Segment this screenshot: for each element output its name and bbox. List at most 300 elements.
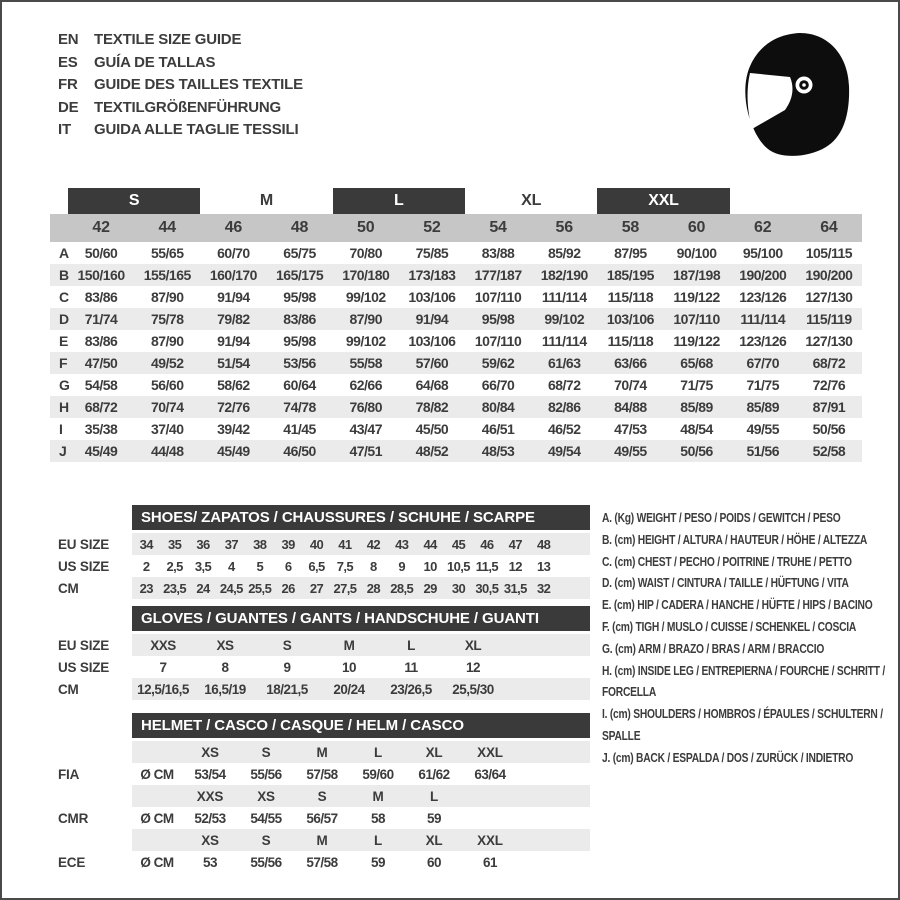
size-value-cell: 82/86 [547, 399, 581, 415]
language-code: DE [58, 98, 79, 116]
row-label-spacer [50, 829, 132, 851]
size-value-cell: 83/86 [84, 289, 118, 305]
size-value-cell: 87/90 [150, 289, 184, 305]
size-column-header: 46 [224, 219, 243, 236]
language-row [58, 119, 303, 142]
row-label: CM [58, 681, 79, 697]
size-band-l: L [333, 188, 465, 214]
row-letter: A [59, 245, 69, 261]
size-value-cell: 35/38 [84, 421, 118, 437]
row-values [132, 785, 590, 807]
size-value-cell: 49/55 [614, 443, 647, 459]
row-letter: E [59, 333, 69, 349]
size-value-cell: 182/190 [540, 267, 588, 283]
size-value-cell: 6,5 [308, 558, 325, 574]
size-value-cell: 49/54 [547, 443, 581, 459]
size-value-cell: 119/122 [673, 289, 720, 305]
measurement-legend [602, 507, 898, 769]
size-value-cell: 65/68 [680, 355, 713, 371]
size-value-cell: 61/63 [547, 355, 581, 371]
helmet-section [50, 713, 610, 873]
language-label: TEXTILGRÖßENFÜHRUNG [94, 98, 282, 116]
size-value-cell: 70/74 [150, 399, 184, 415]
row-label: EU SIZE [58, 637, 110, 653]
size-value-cell: 35 [167, 536, 182, 552]
size-value-cell: 58/62 [217, 377, 250, 393]
row-letter: H [59, 399, 69, 415]
row-letter-spacer [50, 214, 68, 242]
size-value-cell: 45/49 [217, 443, 250, 459]
helmet-size-header: S [317, 788, 327, 804]
size-value-cell: 103/106 [408, 289, 456, 305]
row-label: EU SIZE [58, 536, 110, 552]
size-value-cell: 67/70 [746, 355, 780, 371]
size-value-cell: 107/110 [474, 289, 522, 305]
size-value-cell: 24,5 [219, 580, 243, 596]
helmet-size-header: M [316, 832, 328, 848]
size-value-cell: 10,5 [447, 558, 470, 574]
helmet-value-row-ece [50, 851, 610, 873]
size-value-cell: 48/53 [481, 443, 515, 459]
language-code: FR [58, 76, 78, 94]
size-band-row [50, 188, 862, 214]
size-value-cell: 111/114 [541, 333, 587, 349]
size-value-cell: 83/86 [283, 311, 316, 327]
legend-item: J. (cm) BACK / ESPALDA / DOS / ZURÜCK / INDIETRO [602, 749, 854, 765]
size-value-cell: XXS [150, 637, 176, 653]
legend-item: H. (cm) INSIDE LEG / ENTREPIERNA / FOURCHE / SCHRITT / FORCELLA [602, 662, 885, 700]
language-label: GUÍA DE TALLAS [94, 53, 216, 71]
legend-item: F. (cm) TIGH / MUSLO / CUISSE / SCHENKEL / COSCIA [602, 618, 857, 634]
size-value-cell: 27,5 [333, 580, 357, 596]
size-value-cell: 52/53 [194, 810, 226, 826]
helmet-rows [50, 741, 610, 873]
row-label: US SIZE [58, 558, 110, 574]
size-value-cell: 43 [395, 536, 409, 552]
size-value-cell: 53/54 [194, 766, 226, 782]
row-label: US SIZE [58, 659, 110, 675]
size-value-cell: 87/90 [150, 333, 184, 349]
diameter-unit: Ø CM [140, 766, 174, 782]
language-label: GUIDA ALLE TAGLIE TESSILI [94, 121, 299, 139]
size-value-cell: 56/57 [306, 810, 338, 826]
size-value-cell: 57/58 [306, 854, 338, 870]
size-column-header: 52 [423, 219, 441, 236]
size-value-cell: 39 [281, 536, 295, 552]
size-value-cell: 115/118 [607, 333, 654, 349]
helmet-size-header: M [372, 788, 384, 804]
helmet-size-header: L [373, 832, 383, 848]
helmet-size-header: XL [425, 832, 443, 848]
measurement-row-d [50, 308, 862, 330]
size-value-cell: 32 [537, 580, 551, 596]
size-value-cell: 50/60 [84, 245, 118, 261]
size-value-cell: 54/55 [250, 810, 282, 826]
language-code: EN [58, 31, 79, 48]
size-value-cell: 30,5 [475, 580, 499, 596]
size-value-cell: 12 [465, 659, 481, 675]
size-value-cell: 2,5 [166, 558, 183, 574]
diameter-unit: Ø CM [140, 810, 174, 826]
row-values [132, 829, 590, 851]
size-value-cell: 11,5 [475, 558, 498, 574]
size-value-cell: 49/52 [150, 355, 184, 371]
helmet-size-header: XXL [477, 744, 503, 760]
size-value-cell: 71/75 [746, 377, 780, 393]
measurement-row-f [50, 352, 862, 374]
certification-label: ECE [58, 854, 86, 870]
row-letter: G [59, 377, 70, 393]
size-value-cell: 48 [537, 536, 551, 552]
row-values [132, 741, 590, 763]
size-value-cell: 59/62 [481, 355, 515, 371]
size-value-cell: 115/119 [806, 311, 852, 327]
legend-item: G. (cm) ARM / BRAZO / BRAS / ARM / BRACCIO [602, 640, 825, 656]
row-label: CM [58, 580, 79, 596]
size-value-cell: 10 [423, 558, 437, 574]
size-value-cell: 99/102 [345, 289, 386, 305]
helmet-size-header: XS [201, 832, 219, 848]
size-value-cell: 91/94 [217, 333, 250, 349]
row-values [132, 807, 590, 829]
language-row [58, 74, 303, 97]
size-value-cell: 47 [508, 536, 522, 552]
size-value-cell: 51/54 [217, 355, 250, 371]
shoes-section [50, 505, 610, 599]
size-value-cell: 95/100 [742, 245, 783, 261]
size-value-cell: 45/50 [415, 421, 449, 437]
size-value-cell: 105/115 [805, 245, 853, 261]
helmet-size-header: XL [425, 744, 443, 760]
size-value-cell: 103/106 [606, 311, 654, 327]
gloves-row-eu-size [50, 634, 610, 656]
size-value-cell: 123/126 [739, 289, 787, 305]
size-value-cell: 71/74 [84, 311, 118, 327]
language-code: ES [58, 53, 78, 71]
size-value-cell: 66/70 [481, 377, 515, 393]
size-value-cell: 40 [309, 536, 324, 552]
size-value-cell: 42 [366, 536, 380, 552]
size-value-cell: 64/68 [415, 377, 449, 393]
size-value-cell: M [343, 637, 355, 653]
size-value-cell: 13 [537, 558, 551, 574]
legend-item: C. (cm) CHEST / PECHO / POITRINE / TRUHE / PETTO [602, 553, 852, 569]
helmet-size-header: XS [201, 744, 219, 760]
size-column-header: 64 [820, 219, 838, 236]
size-value-cell: 185/195 [606, 267, 654, 283]
size-value-cell: XS [216, 637, 234, 653]
size-value-cell: 29 [423, 580, 437, 596]
size-value-cell: 46 [480, 536, 494, 552]
size-column-header: 54 [489, 219, 507, 236]
shoes-row-us-size [50, 555, 610, 577]
language-row [58, 97, 303, 120]
size-value-cell: 26 [281, 580, 295, 596]
size-value-cell: 177/187 [474, 267, 522, 283]
size-value-cell: 9 [283, 659, 291, 675]
size-value-cell: 150/160 [77, 267, 125, 283]
size-value-cell: 83/88 [481, 245, 515, 261]
size-column-header: 48 [290, 219, 309, 236]
size-value-cell: 25,5 [248, 580, 272, 596]
size-value-cell: 53 [202, 854, 218, 870]
row-label-spacer [50, 785, 132, 807]
language-row [58, 29, 303, 52]
size-value-cell: 78/82 [415, 399, 449, 415]
size-value-cell: 55/56 [250, 854, 282, 870]
size-value-cell: 87/91 [812, 399, 846, 415]
row-values [132, 656, 590, 678]
size-value-cell: 95/98 [283, 333, 316, 349]
size-value-cell: 87/95 [614, 245, 647, 261]
size-value-cell: 103/106 [408, 333, 456, 349]
row-values [132, 577, 590, 599]
size-value-cell: L [407, 637, 415, 653]
size-value-cell: 18/21,5 [266, 681, 308, 697]
certification-label: FIA [58, 766, 80, 782]
measurement-row-h [50, 396, 862, 418]
gloves-section-title: GLOVES / GUANTES / GANTS / HANDSCHUHE / GUANTI [132, 606, 590, 631]
size-band-s: S [68, 188, 200, 214]
size-value-cell: 55/58 [349, 355, 383, 371]
size-value-cell: 60 [426, 854, 442, 870]
shoes-section-title: SHOES/ ZAPATOS / CHAUSSURES / SCHUHE / SCARPE [132, 505, 590, 530]
size-value-cell: 111/114 [541, 289, 587, 305]
language-label: TEXTILE SIZE GUIDE [94, 31, 242, 48]
helmet-size-header: M [316, 744, 328, 760]
size-value-cell: 170/180 [342, 267, 390, 283]
size-value-cell: 49/55 [746, 421, 780, 437]
size-value-cell: 20/24 [333, 681, 365, 697]
size-band-m: M [259, 192, 274, 209]
size-value-cell: 54/58 [84, 377, 118, 393]
helmet-value-row-cmr [50, 807, 610, 829]
row-letter: B [59, 267, 69, 283]
size-value-cell: 8 [221, 659, 229, 675]
size-value-cell: 41/45 [283, 421, 316, 437]
size-value-cell: 60/64 [283, 377, 316, 393]
size-value-cell: 70/80 [349, 245, 383, 261]
row-label-spacer [50, 741, 132, 763]
size-value-cell: 57/58 [306, 766, 338, 782]
size-value-cell: 43/47 [349, 421, 383, 437]
size-value-cell: 47/51 [349, 443, 383, 459]
size-value-cell: 30 [451, 580, 466, 596]
measurement-row-a [50, 242, 862, 264]
size-value-cell: 107/110 [474, 333, 522, 349]
gloves-section [50, 606, 610, 700]
size-value-cell: 12 [508, 558, 522, 574]
measurement-row-c [50, 286, 862, 308]
size-column-header: 44 [158, 219, 176, 236]
size-value-cell: 123/126 [739, 333, 787, 349]
size-value-cell: 59 [370, 854, 386, 870]
row-letter: F [59, 355, 68, 371]
size-value-cell: 5 [256, 558, 264, 574]
size-value-cell: 99/102 [345, 333, 386, 349]
size-column-header: 50 [357, 219, 375, 236]
size-value-cell: 48/52 [415, 443, 449, 459]
size-value-cell: 28 [366, 580, 380, 596]
unit-spacer [132, 785, 182, 807]
helmet-size-header: XXL [477, 832, 503, 848]
size-value-cell: 60/70 [217, 245, 250, 261]
legend-item: A. (Kg) WEIGHT / PESO / POIDS / GEWITCH / PESO [602, 510, 841, 525]
row-values [132, 533, 590, 555]
size-value-cell: 70/74 [614, 377, 647, 393]
size-value-cell: 12,5/16,5 [137, 681, 189, 697]
language-title-list [58, 29, 303, 142]
size-value-cell: 53/56 [283, 355, 316, 371]
size-column-header: 62 [754, 219, 772, 236]
size-value-cell: 61/62 [418, 766, 450, 782]
size-value-cell: 58 [370, 810, 386, 826]
size-value-cell: 27 [309, 580, 324, 596]
size-value-cell: 190/200 [805, 267, 853, 283]
unit-spacer [132, 829, 182, 851]
size-value-cell: 127/130 [805, 289, 853, 305]
certification-label: CMR [58, 810, 89, 826]
size-value-cell: 45 [451, 536, 466, 552]
textile-size-table [50, 188, 862, 462]
size-value-cell: 173/183 [408, 267, 456, 283]
legend-item: I. (cm) SHOULDERS / HOMBROS / ÉPAULES / SCHULTERN / SPALLE [602, 706, 883, 743]
size-value-cell: 99/102 [544, 311, 585, 327]
row-values [132, 555, 590, 577]
measurement-row-b [50, 264, 862, 286]
size-value-cell: 2 [142, 558, 150, 574]
size-value-cell: 23 [139, 580, 153, 596]
helmet-size-header: XS [257, 788, 275, 804]
size-value-cell: 119/122 [673, 333, 720, 349]
size-value-cell: 37 [224, 536, 238, 552]
size-value-cell: 37/40 [150, 421, 184, 437]
size-value-cell: 50/56 [812, 421, 846, 437]
size-value-cell: 51/56 [746, 443, 780, 459]
measurement-row-i [50, 418, 862, 440]
size-value-cell: 44 [423, 536, 437, 552]
size-value-cell: 57/60 [415, 355, 449, 371]
row-letter: C [59, 289, 69, 305]
size-value-cell: 36 [196, 536, 210, 552]
helmet-size-header: L [373, 744, 383, 760]
size-value-cell: 71/75 [680, 377, 713, 393]
shoes-row-cm [50, 577, 610, 599]
size-value-cell: 46/50 [283, 443, 316, 459]
size-value-cell: 76/80 [349, 399, 383, 415]
size-value-cell: 47/50 [84, 355, 118, 371]
size-value-cell: 115/118 [607, 289, 654, 305]
size-value-cell: 3,5 [194, 558, 212, 574]
size-value-cell: 7,5 [336, 558, 354, 574]
size-value-cell: 34 [139, 536, 153, 552]
helmet-size-row-fia [50, 741, 610, 763]
size-value-cell: 111/114 [740, 311, 786, 327]
unit-spacer [132, 741, 182, 763]
gloves-rows [50, 634, 610, 700]
size-value-cell: 9 [398, 558, 406, 574]
racing-helmet-icon [738, 31, 852, 161]
size-value-cell: 8 [370, 558, 377, 574]
language-label: GUIDE DES TAILLES TEXTILE [94, 76, 303, 94]
helmet-value-row-fia [50, 763, 610, 785]
size-value-cell: 59 [426, 810, 442, 826]
size-value-cell: 28,5 [390, 580, 414, 596]
size-value-cell: 84/88 [614, 399, 647, 415]
size-value-cell: 63/64 [474, 766, 506, 782]
size-value-cell: 52/58 [812, 443, 846, 459]
size-value-cell: 68/72 [547, 377, 581, 393]
row-values [132, 678, 590, 700]
row-letter: D [59, 311, 69, 327]
size-value-cell: 38 [253, 536, 267, 552]
measurement-rows [50, 242, 862, 462]
measurement-row-j [50, 440, 862, 462]
legend-item: D. (cm) WAIST / CINTURA / TAILLE / HÜFTUNG / VITA [602, 575, 849, 591]
size-value-cell: 50/56 [680, 443, 713, 459]
size-value-cell: 47/53 [614, 421, 647, 437]
size-band-xxl: XXL [597, 188, 729, 214]
size-value-cell: 75/78 [150, 311, 184, 327]
size-column-header: 56 [555, 219, 573, 236]
size-value-cell: 79/82 [217, 311, 250, 327]
language-row [58, 52, 303, 75]
language-code: IT [58, 121, 71, 139]
row-values [132, 851, 590, 873]
size-value-cell: 91/94 [415, 311, 449, 327]
helmet-size-header: S [261, 744, 271, 760]
helmet-size-header: XXS [196, 788, 224, 804]
size-value-cell: 90/100 [676, 245, 717, 261]
size-value-cell: 83/86 [84, 333, 118, 349]
size-value-cell: 61 [482, 854, 498, 870]
size-value-cell: 55/56 [250, 766, 282, 782]
size-value-cell: 23,5 [163, 580, 187, 596]
size-value-cell: 68/72 [812, 355, 846, 371]
shoes-rows [50, 533, 610, 599]
size-value-cell: 48/54 [680, 421, 713, 437]
size-value-cell: 46/51 [481, 421, 515, 437]
size-value-cell: 55/65 [150, 245, 184, 261]
size-value-cell: 46/52 [547, 421, 581, 437]
size-value-cell: 24 [196, 580, 210, 596]
size-value-cell: 63/66 [614, 355, 647, 371]
size-value-cell: 44/48 [150, 443, 184, 459]
gloves-row-us-size [50, 656, 610, 678]
legend-item: E. (cm) HIP / CADERA / HANCHE / HÜFTE / HIPS / BACINO [602, 597, 873, 613]
legend-item: B. (cm) HEIGHT / ALTURA / HAUTEUR / HÖHE / ALTEZZA [602, 531, 868, 547]
size-value-cell: 80/84 [481, 399, 515, 415]
size-value-cell: 10 [341, 659, 357, 675]
size-value-cell: 155/165 [143, 267, 191, 283]
size-value-cell: 45/49 [84, 443, 118, 459]
size-value-cell: 7 [159, 659, 167, 675]
size-value-cell: 74/78 [283, 399, 316, 415]
size-value-cell: 85/89 [746, 399, 780, 415]
shoes-row-eu-size [50, 533, 610, 555]
size-value-cell: 16,5/19 [204, 681, 246, 697]
size-value-cell: 85/92 [547, 245, 581, 261]
size-value-cell: 41 [338, 536, 352, 552]
size-band-xl: XL [521, 192, 542, 209]
size-value-cell: 31,5 [503, 580, 527, 596]
size-value-cell: 91/94 [217, 289, 250, 305]
row-values [132, 763, 590, 785]
size-value-cell: 160/170 [209, 267, 257, 283]
size-column-header: 60 [687, 219, 706, 236]
size-value-cell: 56/60 [150, 377, 184, 393]
size-value-cell: 85/89 [680, 399, 713, 415]
